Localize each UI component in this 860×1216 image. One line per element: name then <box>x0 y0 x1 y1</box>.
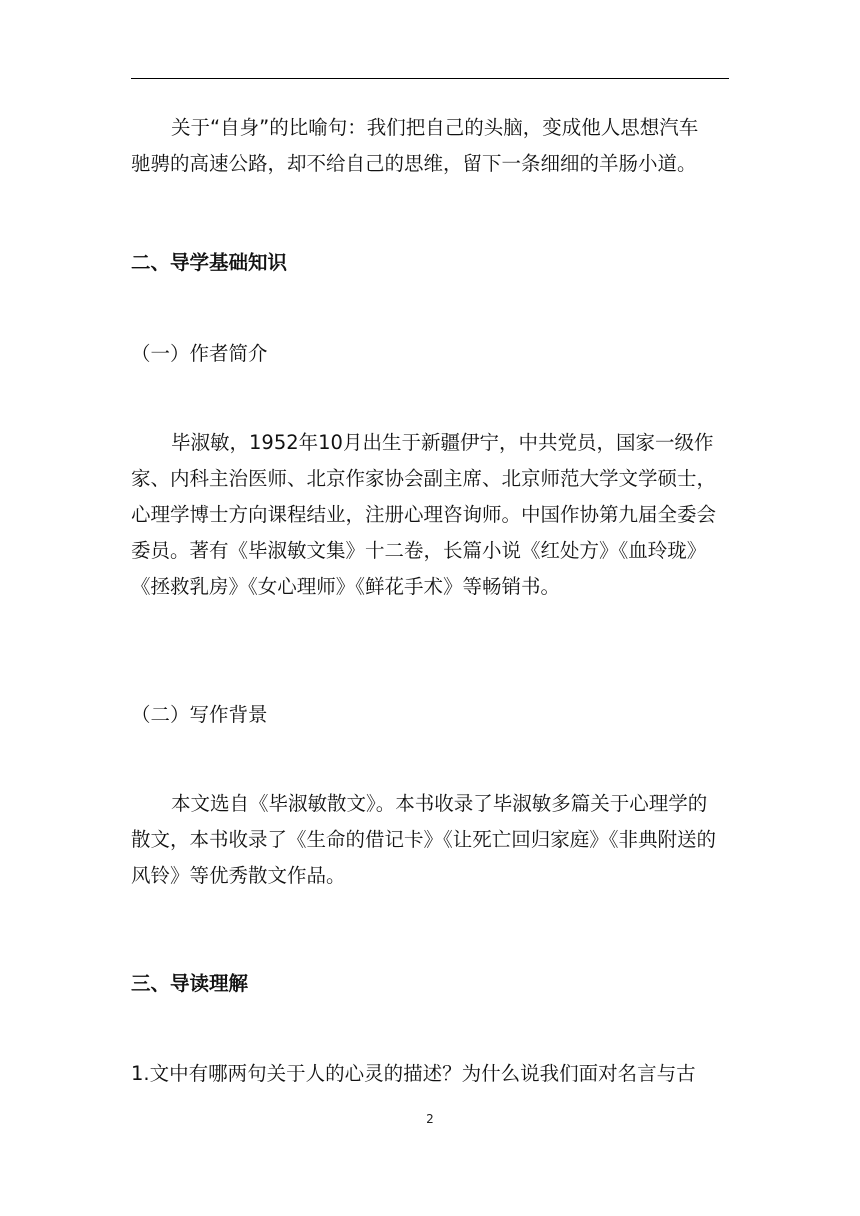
subheading-writing-background: （二）写作背景 <box>131 703 268 726</box>
subheading-author-intro: （一）作者简介 <box>131 342 268 365</box>
paragraph-metaphor <box>131 110 731 182</box>
question-1: 1.文中有哪两句关于人的心灵的描述？为什么说我们面对名言与古 <box>131 1062 696 1085</box>
section-heading-3: 三、导读理解 <box>131 972 249 995</box>
text-line: 关于“自身”的比喻句：我们把自己的头脑，变成他人思想汽车 <box>171 116 699 139</box>
section-heading-2: 二、导学基础知识 <box>131 251 288 274</box>
text-line: 驰骋的高速公路，却不给自己的思维，留下一条细细的羊肠小道。 <box>131 152 697 175</box>
text-line: 风铃》等优秀散文作品。 <box>131 864 346 887</box>
text-line: 毕淑敏，1952年10月出生于新疆伊宁，中共党员，国家一级作 <box>171 431 714 454</box>
text-line: 本文选自《毕淑敏散文》。本书收录了毕淑敏多篇关于心理学的 <box>171 792 708 815</box>
paragraph-author-bio <box>131 425 731 605</box>
paragraph-background <box>131 786 731 894</box>
text-line: 散文，本书收录了《生命的借记卡》《让死亡回归家庭》《非典附送的 <box>131 828 717 851</box>
text-line: 心理学博士方向课程结业，注册心理咨询师。中国作协第九届全委会 <box>131 503 717 526</box>
header-rule <box>131 78 729 79</box>
text-line: 委员。著有《毕淑敏文集》十二卷，长篇小说《红处方》《血玲珑》 <box>131 539 707 562</box>
text-line: 家、内科主治医师、北京作家协会副主席、北京师范大学文学硕士， <box>131 467 717 490</box>
text-line: 《拯救乳房》《女心理师》《鲜花手术》等畅销书。 <box>131 575 561 598</box>
page-number: 2 <box>426 1112 434 1126</box>
